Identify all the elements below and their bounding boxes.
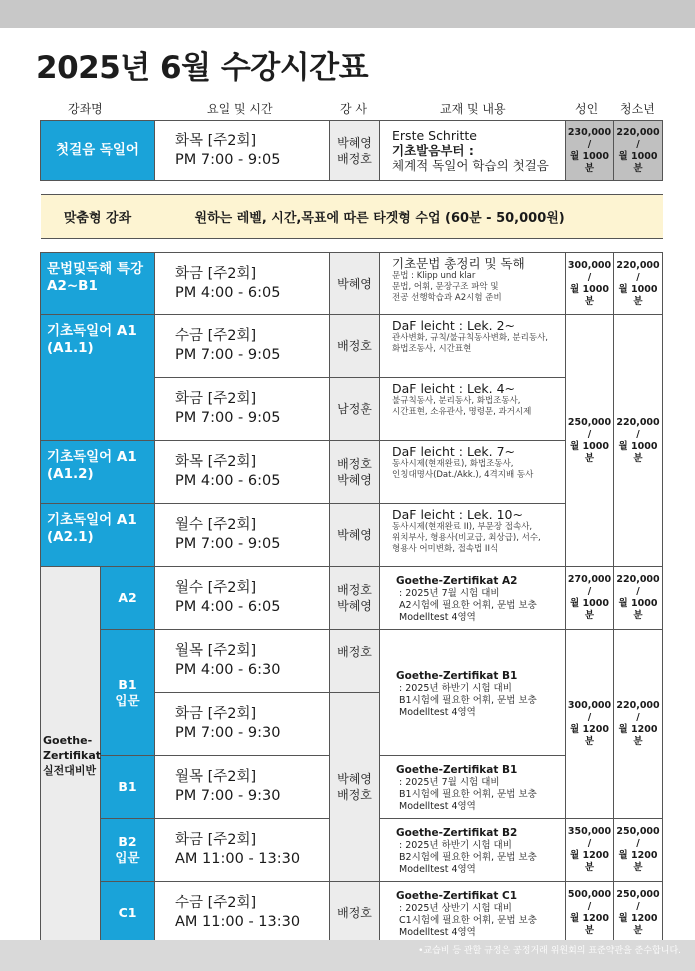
content-cell bbox=[380, 315, 566, 378]
content-cell bbox=[380, 121, 566, 181]
content-lines: : 2025년 7월 시험 대비 A2시험에 필요한 어휘, 문법 보충 Modelltest 4영역 bbox=[399, 588, 537, 623]
schedule-cell bbox=[155, 378, 330, 441]
course-time: PM 4:00 - 6:05 bbox=[175, 473, 281, 489]
custom-label: 맞춤형 강좌 bbox=[41, 195, 155, 239]
course-days: 월수 [주2회] bbox=[175, 517, 257, 533]
price-youth: 220,000 / 월 1200분 bbox=[614, 630, 663, 819]
content-title: DaF leicht : Lek. 10~ bbox=[392, 507, 523, 522]
header-course: 강좌명 bbox=[68, 102, 103, 116]
content-cell bbox=[380, 630, 566, 756]
content-sub: 불규칙동사, 분리동사, 화법조동사, 시간표현, 소유관사, 명령문, 과거시제 bbox=[392, 396, 532, 417]
content-title: DaF leicht : Lek. 4~ bbox=[392, 381, 516, 396]
content-lines: : 2025년 하반기 시험 대비 B2시험에 필요한 어휘, 문법 보충 Modelltest 4영역 bbox=[399, 840, 537, 875]
table-row bbox=[41, 253, 663, 315]
price-youth: 220,000 / 월 1000분 bbox=[614, 567, 663, 630]
content-sub: 문법 : Klipp und klar 문법, 어휘, 문장구조 파악 및 전공 선행학습과 A2시험 준비 bbox=[392, 271, 502, 303]
content-sub: 동사시제(현재완료 II), 부문장 접속사, 위치부사, 형용사(비교급, 최상급), 서수, 형용사 어미변화, 접속법 II식 bbox=[392, 522, 541, 554]
level-label: B1 bbox=[101, 756, 155, 819]
schedule-cell bbox=[155, 121, 330, 181]
goethe-group-label: Goethe- Zertifikat 실전대비반 bbox=[41, 567, 101, 945]
content-cell bbox=[380, 378, 566, 441]
table-row bbox=[41, 315, 663, 378]
price-adult: 300,000 / 월 1200분 bbox=[566, 630, 614, 819]
schedule-cell bbox=[155, 315, 330, 378]
content-bold: 기초발음부터 : bbox=[392, 143, 474, 158]
custom-desc: 원하는 레벨, 시간,목표에 따른 타겟형 수업 (60분 - 50,000원) bbox=[155, 195, 663, 239]
content-cell bbox=[380, 441, 566, 504]
content-title: DaF leicht : Lek. 2~ bbox=[392, 318, 516, 333]
course-days: 화금 [주2회] bbox=[175, 391, 257, 407]
course-days: 화목 [주2회] bbox=[175, 454, 257, 470]
content-cell bbox=[380, 882, 566, 945]
teacher-cell: 배정호 박혜영 bbox=[330, 441, 380, 504]
content-cell bbox=[380, 504, 566, 567]
teacher-cell: 남정훈 bbox=[330, 378, 380, 441]
content-cell bbox=[380, 756, 566, 819]
schedule-cell bbox=[155, 630, 330, 693]
content-title: Goethe-Zertifikat A2 bbox=[396, 575, 518, 587]
price-adult: 300,000 / 월 1000분 bbox=[566, 253, 614, 315]
course-time: PM 7:00 - 9:30 bbox=[175, 725, 281, 741]
course-time: PM 4:00 - 6:30 bbox=[175, 662, 281, 678]
page-title: 2025년 6월 수강시간표 bbox=[36, 50, 369, 86]
schedule-cell bbox=[155, 756, 330, 819]
price-youth: 220,000 / 월 1000분 bbox=[614, 253, 663, 315]
teacher-cell: 배정호 bbox=[330, 315, 380, 378]
price-youth: 220,000 / 월 1000분 bbox=[614, 121, 663, 181]
price-youth: 250,000 / 월 1200분 bbox=[614, 819, 663, 882]
content-cell bbox=[380, 253, 566, 315]
course-time: PM 7:00 - 9:05 bbox=[175, 536, 281, 552]
course-time: PM 4:00 - 6:05 bbox=[175, 599, 281, 615]
course-days: 화목 [주2회] bbox=[175, 132, 257, 149]
table-row bbox=[41, 567, 663, 630]
content-title: 기초문법 총정리 및 독해 bbox=[392, 256, 525, 271]
header-adult: 성인 bbox=[575, 102, 599, 116]
header-teacher: 강 사 bbox=[340, 102, 367, 116]
content-sub: 동사시제(현재완료), 화법조동사, 인칭대명사(Dat./Akk.), 4격지배 동사 bbox=[392, 459, 534, 480]
course-time: PM 7:00 - 9:05 bbox=[175, 410, 281, 426]
schedule-table bbox=[40, 120, 663, 945]
header-content: 교재 및 내용 bbox=[440, 102, 506, 116]
course-time: AM 11:00 - 13:30 bbox=[175, 914, 301, 930]
content-title: Goethe-Zertifikat B2 bbox=[396, 827, 518, 839]
custom-band bbox=[41, 195, 663, 239]
schedule-cell bbox=[155, 882, 330, 945]
content-lines: : 2025년 상반기 시험 대비 C1시험에 필요한 어휘, 문법 보충 Modelltest 4영역 bbox=[399, 903, 537, 938]
teacher-cell: 배정호 bbox=[330, 630, 380, 693]
course-time: PM 7:00 - 9:05 bbox=[175, 151, 281, 168]
table-row bbox=[41, 882, 663, 945]
table-row bbox=[41, 630, 663, 693]
course-days: 화금 [주2회] bbox=[175, 832, 257, 848]
course-name: 첫걸음 독일어 bbox=[41, 121, 155, 181]
level-label: B2 입문 bbox=[101, 819, 155, 882]
course-days: 월목 [주2회] bbox=[175, 643, 257, 659]
schedule-cell bbox=[155, 253, 330, 315]
price-youth: 220,000 / 월 1000분 bbox=[614, 315, 663, 567]
content-title: Goethe-Zertifikat B1 bbox=[396, 764, 518, 776]
course-name: 기초독일어 A1 (A1.1) bbox=[41, 315, 155, 441]
course-name: 기초독일어 A1 (A1.2) bbox=[41, 441, 155, 504]
teacher-cell: 배정호 bbox=[330, 882, 380, 945]
price-adult: 350,000 / 월 1200분 bbox=[566, 819, 614, 882]
content-sub: 관사변화, 규칙/불규칙동사변화, 분리동사, 화법조동사, 시간표현 bbox=[392, 333, 548, 354]
top-bar bbox=[0, 0, 695, 28]
schedule-cell bbox=[155, 567, 330, 630]
content-title: Erste Schritte bbox=[392, 128, 477, 143]
header-youth: 청소년 bbox=[620, 102, 655, 116]
table-row bbox=[41, 121, 663, 181]
header-schedule: 요일 및 시간 bbox=[207, 102, 273, 116]
course-days: 수금 [주2회] bbox=[175, 328, 257, 344]
level-label: B1 입문 bbox=[101, 630, 155, 756]
schedule-cell bbox=[155, 504, 330, 567]
price-adult: 500,000 / 월 1200분 bbox=[566, 882, 614, 945]
schedule-cell bbox=[155, 693, 330, 756]
teacher-cell: 배정호 박혜영 bbox=[330, 567, 380, 630]
course-name: 기초독일어 A1 (A2.1) bbox=[41, 504, 155, 567]
content-title: Goethe-Zertifikat B1 bbox=[396, 669, 518, 682]
course-time: AM 11:00 - 13:30 bbox=[175, 851, 301, 867]
course-days: 수금 [주2회] bbox=[175, 895, 257, 911]
price-adult: 250,000 / 월 1000분 bbox=[566, 315, 614, 567]
course-time: PM 7:00 - 9:05 bbox=[175, 347, 281, 363]
level-label: A2 bbox=[101, 567, 155, 630]
course-time: PM 4:00 - 6:05 bbox=[175, 284, 281, 301]
teacher-cell: 박혜영 bbox=[330, 504, 380, 567]
level-label: C1 bbox=[101, 882, 155, 945]
content-title: DaF leicht : Lek. 7~ bbox=[392, 444, 516, 459]
course-days: 화금 [주2회] bbox=[175, 706, 257, 722]
course-days: 월목 [주2회] bbox=[175, 769, 257, 785]
course-name: 문법및독해 특강 A2~B1 bbox=[41, 253, 155, 315]
course-time: PM 7:00 - 9:30 bbox=[175, 788, 281, 804]
price-adult: 230,000 / 월 1000분 bbox=[566, 121, 614, 181]
course-days: 화금 [주2회] bbox=[175, 265, 257, 282]
content-lines: : 2025년 하반기 시험 대비 B1시험에 필요한 어휘, 문법 보충 Modelltest 4영역 bbox=[399, 682, 537, 718]
content-cell bbox=[380, 819, 566, 882]
content-cell bbox=[380, 567, 566, 630]
content-title: Goethe-Zertifikat C1 bbox=[396, 890, 518, 902]
footnote: •교습비 등 관할 규정은 공정거래 위원회의 표준약관을 준수합니다. bbox=[418, 946, 681, 956]
content-line: 체계적 독일어 학습의 첫걸음 bbox=[392, 158, 549, 173]
teacher-cell: 박혜영 배정호 bbox=[330, 121, 380, 181]
schedule-cell bbox=[155, 819, 330, 882]
teacher-cell: 박혜영 배정호 bbox=[330, 693, 380, 882]
teacher-cell: 박혜영 bbox=[330, 253, 380, 315]
price-youth: 250,000 / 월 1200분 bbox=[614, 882, 663, 945]
course-days: 월수 [주2회] bbox=[175, 580, 257, 596]
price-adult: 270,000 / 월 1000분 bbox=[566, 567, 614, 630]
content-lines: : 2025년 7월 시험 대비 B1시험에 필요한 어휘, 문법 보충 Modelltest 4영역 bbox=[399, 777, 537, 812]
schedule-cell bbox=[155, 441, 330, 504]
